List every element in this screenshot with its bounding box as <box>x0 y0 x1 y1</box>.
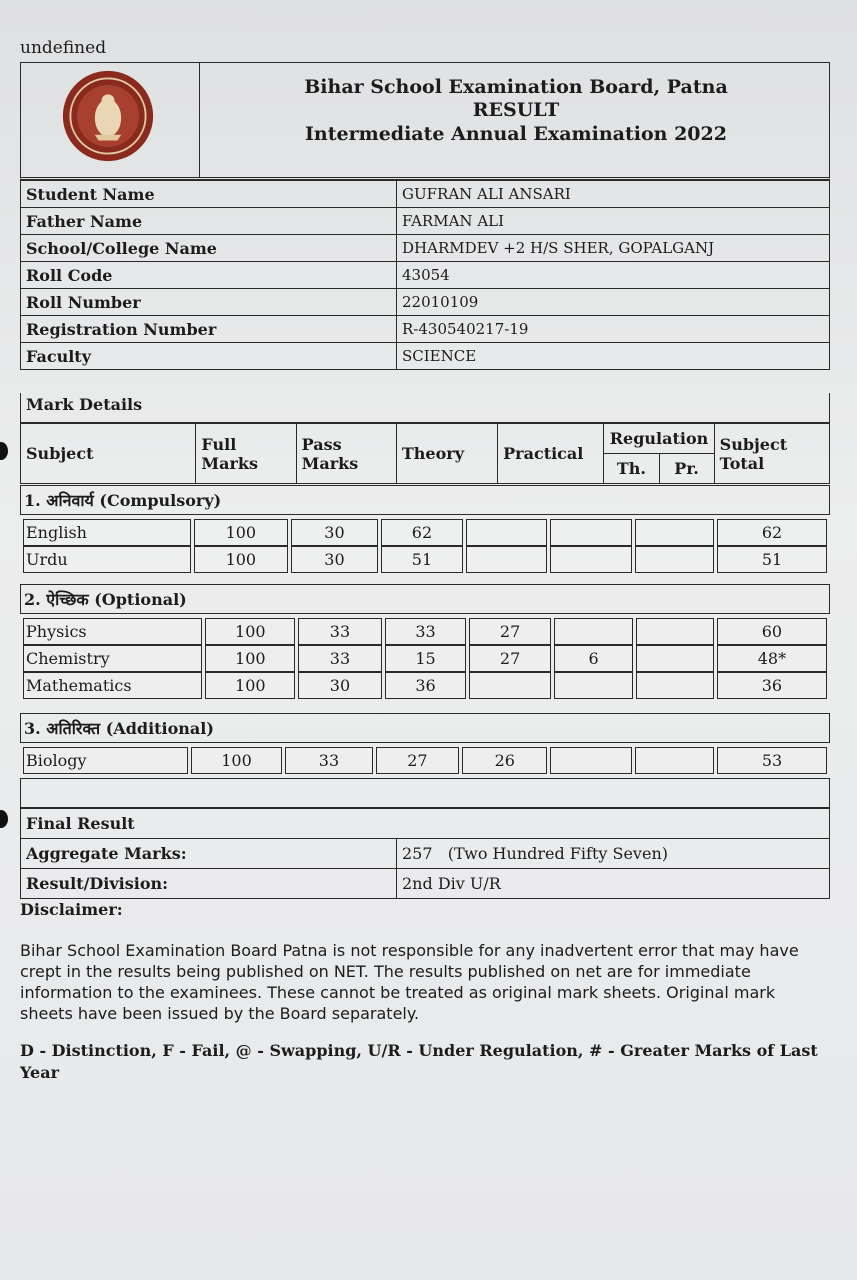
info-value: R-430540217-19 <box>397 316 830 343</box>
pass-marks: 33 <box>298 645 382 672</box>
table-row <box>21 869 830 899</box>
col-pass-marks <box>296 424 396 484</box>
info-label: Roll Number <box>21 289 397 316</box>
col-pass-marks-line1: Pass <box>301 434 342 454</box>
col-subject-total <box>714 424 829 484</box>
mark-details-heading: Mark Details <box>20 393 830 423</box>
info-row <box>21 289 830 316</box>
col-full-marks-line1: Full <box>201 434 237 454</box>
info-value: SCIENCE <box>397 343 830 370</box>
info-row <box>21 181 830 208</box>
aggregate-label: Aggregate Marks: <box>21 839 397 869</box>
division-label: Result/Division: <box>21 869 397 899</box>
col-full-marks-line2: Marks <box>201 453 259 473</box>
info-value: 22010109 <box>397 289 830 316</box>
col-reg-theory: Th. <box>604 454 659 484</box>
subject-name: Chemistry <box>23 645 202 672</box>
theory-marks: 15 <box>385 645 467 672</box>
col-pass-marks-line2: Marks <box>301 453 359 473</box>
table-row <box>21 809 830 839</box>
pass-marks: 30 <box>291 519 379 546</box>
regulation-theory <box>554 672 634 699</box>
pass-marks: 30 <box>298 672 382 699</box>
punch-hole-icon <box>0 810 8 828</box>
subject-name: Urdu <box>23 546 191 573</box>
info-label: Faculty <box>21 343 397 370</box>
info-label: Registration Number <box>21 316 397 343</box>
subject-name: Mathematics <box>23 672 202 699</box>
full-marks: 100 <box>205 618 295 645</box>
info-row <box>21 235 830 262</box>
practical-marks <box>469 672 551 699</box>
info-label: Student Name <box>21 181 397 208</box>
board-seal-icon <box>61 69 155 163</box>
table-row <box>23 618 827 645</box>
info-value: 43054 <box>397 262 830 289</box>
legend-text: D - Distinction, F - Fail, @ - Swapping, U/R - Under Regulation, # - Greater Marks of Last Year <box>20 1041 818 1082</box>
theory-marks: 36 <box>385 672 467 699</box>
col-reg-practical: Pr. <box>659 454 714 484</box>
subject-header-table <box>20 423 830 484</box>
col-subject-total-line2: Total <box>719 453 765 473</box>
optional-marks-table <box>20 618 830 699</box>
subject-total: 48* <box>717 645 827 672</box>
practical-marks: 26 <box>462 747 547 774</box>
regulation-theory <box>550 747 631 774</box>
regulation-theory <box>554 618 634 645</box>
full-marks: 100 <box>194 519 288 546</box>
practical-marks <box>466 546 547 573</box>
col-theory: Theory <box>396 424 497 484</box>
info-value: DHARMDEV +2 H/S SHER, GOPALGANJ <box>397 235 830 262</box>
info-value: GUFRAN ALI ANSARI <box>397 181 830 208</box>
board-name: Bihar School Examination Board, Patna <box>304 76 728 98</box>
subject-name: English <box>23 519 191 546</box>
info-row <box>21 208 830 235</box>
regulation-practical <box>636 672 713 699</box>
division-value: 2nd Div U/R <box>397 869 830 899</box>
disclaimer-title: Disclaimer: <box>20 900 123 919</box>
result-title: RESULT <box>472 99 560 121</box>
spacer-row <box>20 778 830 808</box>
final-result-title: Final Result <box>21 809 830 839</box>
section-additional: 3. अतिरिक्त (Additional) <box>20 713 830 743</box>
table-row <box>23 747 827 774</box>
col-full-marks <box>196 424 296 484</box>
additional-marks-table <box>20 747 830 774</box>
header-box <box>20 62 830 180</box>
punch-hole-icon <box>0 442 8 460</box>
pass-marks: 33 <box>285 747 372 774</box>
exam-title: Intermediate Annual Examination 2022 <box>305 123 727 145</box>
info-row <box>21 316 830 343</box>
subject-total: 53 <box>717 747 827 774</box>
info-value: FARMAN ALI <box>397 208 830 235</box>
col-subject-total-line1: Subject <box>719 434 788 454</box>
subject-name: Physics <box>23 618 202 645</box>
theory-marks: 62 <box>381 519 462 546</box>
disclaimer-text: Bihar School Examination Board Patna is not responsible for any inadvertent error that may have crept in the results being published on NET. The results published on net are for immediate information to the examinees. These cannot be treated as original mark sheets. Original mark sheets have been issued by the Board separately. <box>20 941 799 1023</box>
subject-total: 36 <box>717 672 827 699</box>
table-row <box>23 645 827 672</box>
full-marks: 100 <box>191 747 283 774</box>
regulation-theory <box>550 519 631 546</box>
info-row <box>21 262 830 289</box>
practical-marks: 27 <box>469 618 551 645</box>
regulation-theory: 6 <box>554 645 634 672</box>
regulation-practical <box>636 645 713 672</box>
student-info-table <box>20 180 830 370</box>
table-row <box>23 519 827 546</box>
subject-name: Biology <box>23 747 188 774</box>
col-regulation: Regulation <box>604 424 714 454</box>
pass-marks: 33 <box>298 618 382 645</box>
full-marks: 100 <box>205 645 295 672</box>
subject-total: 62 <box>717 519 827 546</box>
full-marks: 100 <box>194 546 288 573</box>
logo-cell <box>21 63 200 177</box>
table-row <box>23 672 827 699</box>
theory-marks: 27 <box>376 747 459 774</box>
subject-total: 60 <box>717 618 827 645</box>
practical-marks: 27 <box>469 645 551 672</box>
aggregate-value: 257 (Two Hundred Fifty Seven) <box>397 839 830 869</box>
regulation-practical <box>636 618 713 645</box>
table-row <box>23 546 827 573</box>
regulation-practical <box>635 546 714 573</box>
practical-marks <box>466 519 547 546</box>
regulation-theory <box>550 546 631 573</box>
section-optional: 2. ऐच्छिक (Optional) <box>20 584 830 614</box>
pass-marks: 30 <box>291 546 379 573</box>
theory-marks: 33 <box>385 618 467 645</box>
regulation-practical <box>635 747 714 774</box>
info-label: Father Name <box>21 208 397 235</box>
theory-marks: 51 <box>381 546 462 573</box>
info-label: School/College Name <box>21 235 397 262</box>
table-row <box>21 839 830 869</box>
regulation-practical <box>635 519 714 546</box>
col-practical: Practical <box>498 424 604 484</box>
col-subject: Subject <box>21 424 196 484</box>
full-marks: 100 <box>205 672 295 699</box>
subject-total: 51 <box>717 546 827 573</box>
top-label: undefined <box>20 38 107 58</box>
header-text <box>201 75 831 147</box>
compulsory-marks-table <box>20 519 830 573</box>
info-row <box>21 343 830 370</box>
section-compulsory: 1. अनिवार्य (Compulsory) <box>20 485 830 515</box>
info-label: Roll Code <box>21 262 397 289</box>
final-result-table <box>20 808 830 899</box>
